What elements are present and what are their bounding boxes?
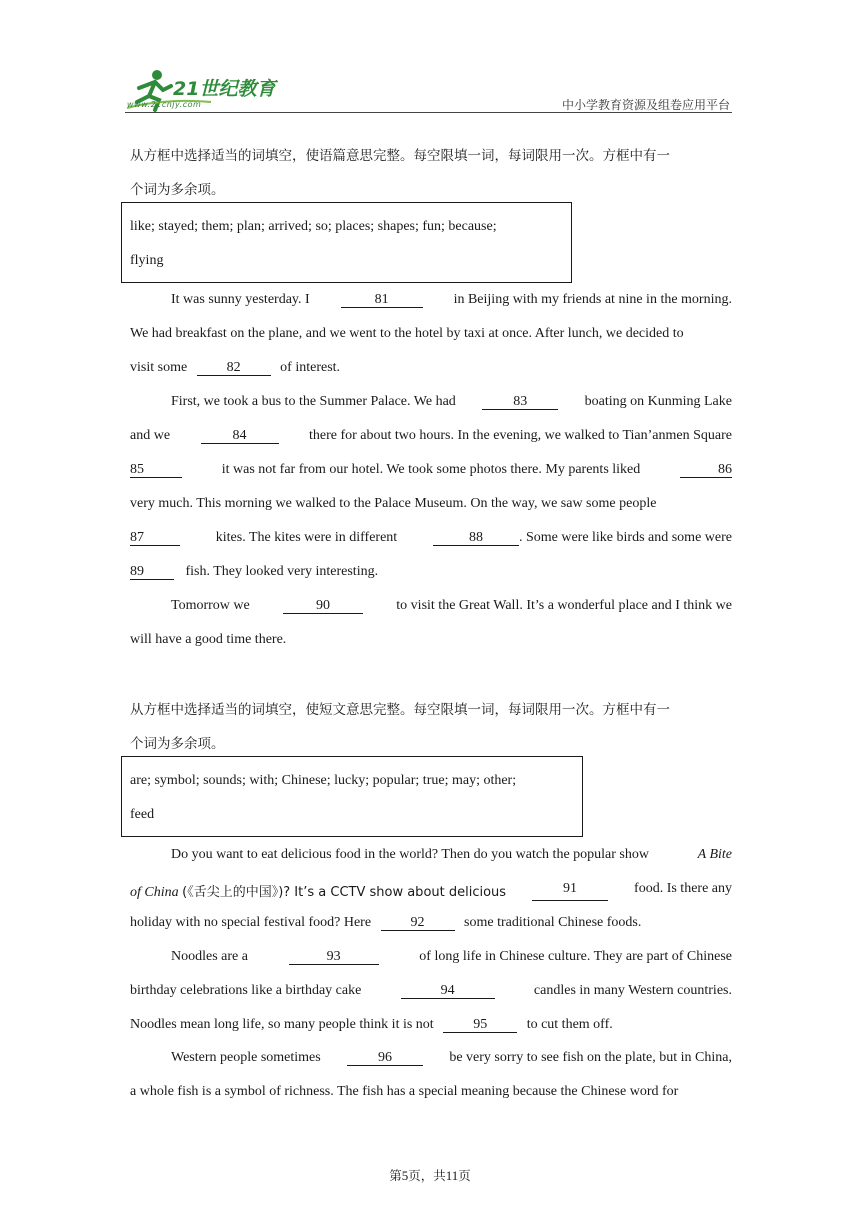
passage2-line-4 bbox=[171, 949, 732, 965]
text: some traditional Chinese foods. bbox=[464, 915, 642, 930]
text: birthday celebrations like a birthday cake bbox=[130, 983, 362, 998]
passage2-line-3 bbox=[130, 915, 732, 931]
passage1-line-1 bbox=[171, 292, 732, 308]
text: kites. The kites were in different bbox=[215, 530, 398, 545]
show-title-cont: of China bbox=[130, 885, 179, 900]
text: Noodles are a bbox=[171, 949, 248, 964]
page-header bbox=[125, 68, 732, 116]
text: Tomorrow we bbox=[171, 598, 250, 613]
header-divider bbox=[125, 112, 732, 113]
logo-url: www.21cnjy.com bbox=[127, 100, 202, 109]
passage1-line-3 bbox=[130, 360, 732, 376]
passage1-line-10 bbox=[171, 598, 732, 614]
blank-90[interactable]: 90 bbox=[283, 598, 363, 614]
blank-92[interactable]: 92 bbox=[381, 915, 455, 931]
logo-text: 21世纪教育 bbox=[173, 78, 276, 100]
word-bank-2-line-2: feed bbox=[130, 807, 155, 822]
text: holiday with no special festival food? Here bbox=[130, 915, 372, 930]
text: fish. They looked very interesting. bbox=[185, 564, 379, 579]
text: to cut them off. bbox=[526, 1017, 613, 1032]
passage1-line-8 bbox=[130, 530, 732, 546]
word-bank-box-2 bbox=[121, 756, 583, 837]
blank-83[interactable]: 83 bbox=[482, 394, 558, 410]
blank-87[interactable]: 87 bbox=[130, 530, 180, 546]
footer-suffix: 页 bbox=[458, 1168, 471, 1183]
blank-81[interactable]: 81 bbox=[341, 292, 423, 308]
text: boating on Kunming Lake bbox=[584, 394, 732, 409]
passage1-line-9 bbox=[130, 564, 732, 580]
blank-85[interactable]: 85 bbox=[130, 462, 182, 478]
passage2-line-7 bbox=[171, 1050, 732, 1066]
passage1-line-11: will have a good time there. bbox=[130, 632, 287, 647]
text: Noodles mean long life, so many people think it is not bbox=[130, 1017, 434, 1032]
footer-prefix: 第 bbox=[389, 1168, 402, 1183]
text: . Some were like birds and some were bbox=[518, 530, 732, 545]
passage2-line-1 bbox=[171, 847, 732, 863]
blank-91[interactable]: 91 bbox=[532, 881, 608, 901]
blank-84[interactable]: 84 bbox=[201, 428, 279, 444]
passage2-line-8: a whole fish is a symbol of richness. The fish has a special meaning because the Chinese word for bbox=[130, 1084, 679, 1099]
blank-95[interactable]: 95 bbox=[443, 1017, 517, 1033]
passage1-line-2: We had breakfast on the plane, and we went to the hotel by taxi at once. After lunch, we decided to bbox=[130, 326, 684, 341]
platform-name: 中小学教育资源及组卷应用平台 bbox=[561, 98, 730, 112]
blank-89[interactable]: 89 bbox=[130, 564, 174, 580]
section2-instruction-1: 从方框中选择适当的词填空，使短文意思完整。每空限填一词，每词限用一次。方框中有一 bbox=[130, 702, 670, 718]
text: in Beijing with my friends at nine in the morning. bbox=[453, 292, 732, 307]
page-number: 5 bbox=[401, 1168, 409, 1183]
text: First, we took a bus to the Summer Palace. We had bbox=[171, 394, 456, 409]
passage1-line-5 bbox=[130, 428, 732, 444]
passage1-line-6 bbox=[130, 462, 732, 478]
word-bank-1-line-1: like; stayed; them; plan; arrived; so; places; shapes; fun; because; bbox=[130, 219, 497, 234]
blank-93[interactable]: 93 bbox=[289, 949, 379, 965]
blank-96[interactable]: 96 bbox=[347, 1050, 423, 1066]
passage2-line-2 bbox=[130, 881, 732, 901]
word-bank-1-line-2: flying bbox=[130, 253, 164, 268]
section2-instruction-2: 个词为多余项。 bbox=[130, 736, 225, 752]
word-bank-box-1 bbox=[121, 202, 572, 283]
blank-88[interactable]: 88 bbox=[433, 530, 519, 546]
passage1-line-4 bbox=[171, 394, 732, 410]
text: candles in many Western countries. bbox=[533, 983, 732, 998]
footer-mid: 页，共 bbox=[408, 1168, 446, 1183]
text: be very sorry to see fish on the plate, but in China, bbox=[449, 1050, 732, 1065]
section1-instruction-2: 个词为多余项。 bbox=[130, 182, 225, 198]
blank-86[interactable]: 86 bbox=[680, 462, 732, 478]
text: Western people sometimes bbox=[171, 1050, 321, 1065]
passage1-line-7: very much. This morning we walked to the Palace Museum. On the way, we saw some people bbox=[130, 496, 657, 511]
page-footer bbox=[0, 1166, 860, 1184]
text: of long life in Chinese culture. They are part of Chinese bbox=[419, 949, 732, 964]
text: food. Is there any bbox=[634, 881, 732, 896]
section1-instruction-1: 从方框中选择适当的词填空，使语篇意思完整。每空限填一词，每词限用一次。方框中有一 bbox=[130, 148, 670, 164]
total-pages: 11 bbox=[445, 1168, 459, 1183]
passage2-line-5 bbox=[130, 983, 732, 999]
show-title: A Bite bbox=[697, 847, 732, 862]
text: visit some bbox=[130, 360, 188, 375]
word-bank-2-line-1: are; symbol; sounds; with; Chinese; lucky; popular; true; may; other; bbox=[130, 773, 517, 788]
text: of interest. bbox=[280, 360, 341, 375]
text: there for about two hours. In the evening, we walked to Tian’anmen Square bbox=[308, 428, 732, 443]
text: and we bbox=[130, 428, 171, 443]
text: to visit the Great Wall. It’s a wonderful place and I think we bbox=[396, 598, 732, 613]
text: it was not far from our hotel. We took some photos there. My parents liked bbox=[221, 462, 641, 477]
text: Do you want to eat delicious food in the world? Then do you watch the popular show bbox=[171, 847, 649, 862]
text: It was sunny yesterday. I bbox=[171, 292, 310, 307]
blank-94[interactable]: 94 bbox=[401, 983, 495, 999]
text: (《舌尖上的中国》)? It’s a CCTV show about delicious bbox=[182, 885, 507, 900]
blank-82[interactable]: 82 bbox=[197, 360, 271, 376]
passage2-line-6 bbox=[130, 1017, 732, 1033]
